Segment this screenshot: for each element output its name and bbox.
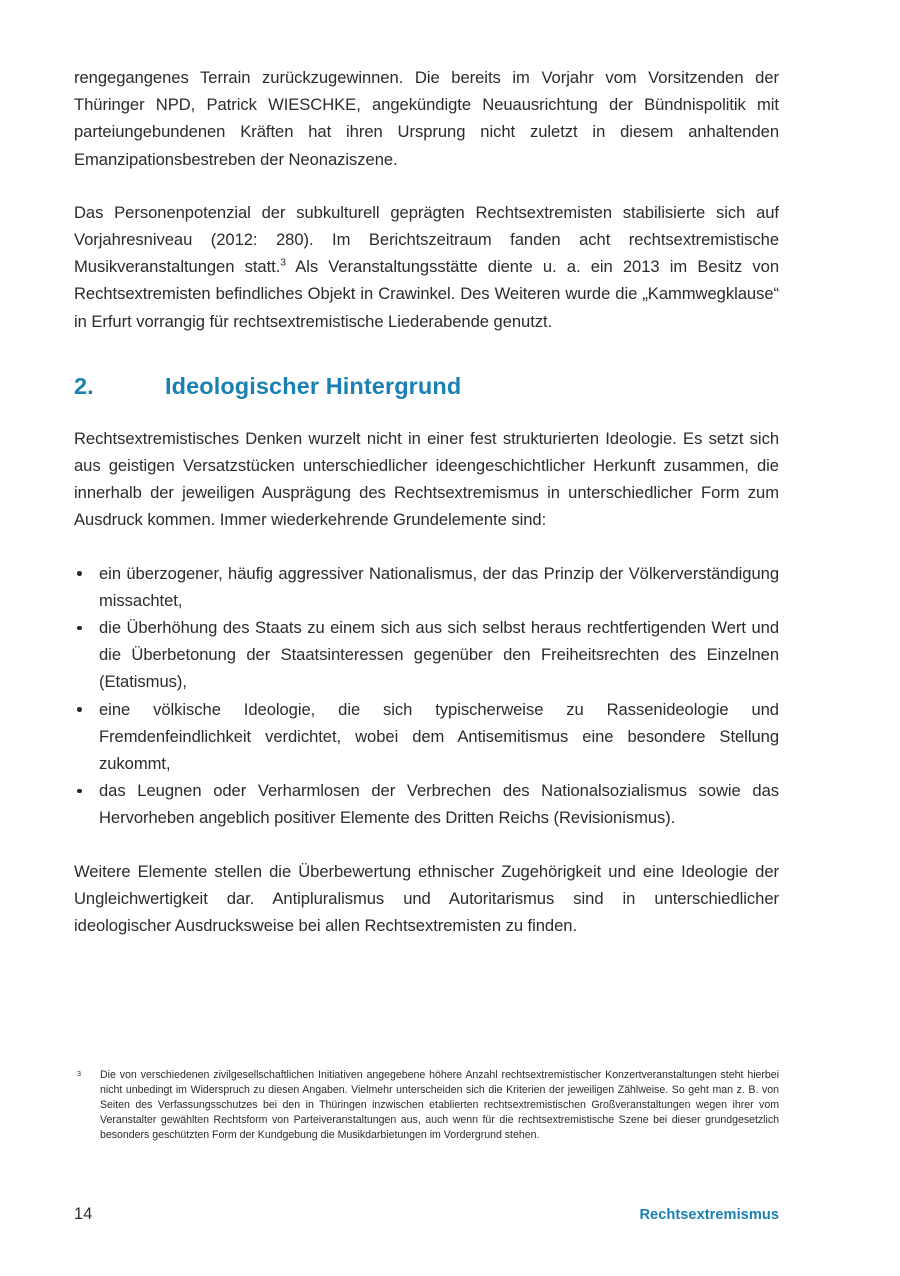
footnote-marker: 3	[77, 1069, 81, 1078]
list-item	[74, 777, 779, 831]
grundelemente-list	[74, 560, 779, 832]
footer-section-label: Rechtsextremismus	[639, 1207, 779, 1223]
bullet-icon	[77, 707, 82, 712]
list-item	[74, 614, 779, 696]
page-number: 14	[74, 1205, 93, 1223]
paragraph-personenpotenzial	[74, 199, 779, 335]
bullet-icon	[77, 789, 82, 794]
list-item-text: die Überhöhung des Staats zu einem sich aus sich selbst heraus rechtfertigenden Wert und die Überbetonung der Staatsinteressen gegenüber den Freiheitsrechten des Einzelnen (Etatismus),	[99, 618, 779, 692]
main-text-column	[74, 64, 779, 939]
bullet-icon	[77, 626, 82, 631]
footnote-text: Die von verschiedenen zivilgesellschaftlichen Initiativen angegebene höhere Anzahl rechtsextremistischer Konzertveranstaltungen steht hierbei nicht unbedingt im Widerspruch zu diesen Angaben. Vielmehr unterscheiden sich die Kriterien der jeweiligen Zählweise. So geht man z. B. von Seiten des Verfassungsschutzes bei den in Thüringen inzwischen etablierten rechtsextremistischen Großveranstaltungen wegen ihrer vom Veranstalter gewählten Rechtsform von Parteiveranstaltungen aus, auch wenn für die rechtsextremistische Szene bei dieser grundgesetzlich besonders geschützten Form der Kundgebung die Musikdarbietungen im Vordergrund stehen.	[100, 1069, 779, 1142]
paragraph-text-part-a: Das Personenpotenzial der subkulturell geprägten Rechtsextremisten stabilisierte sich auf Vorjahresniveau (2012: 280). Im Berichtszeitraum fanden acht rechtsextremistische Musikveranstaltungen statt.	[74, 202, 779, 277]
page-footer	[74, 1204, 779, 1225]
list-item	[74, 696, 779, 778]
list-item	[74, 560, 779, 614]
section-heading	[74, 371, 779, 401]
footnote-reference-3[interactable]: 3	[280, 257, 286, 269]
section-title: Ideologischer Hintergrund	[165, 372, 462, 399]
paragraph-text-part-b: Als Veranstaltungsstätte diente u. a. ein 2013 im Besitz von Rechtsextremisten befindliches Objekt in Crawinkel. Des Weiteren wurde die „Kammwegklause“ in Erfurt vorrangig für rechtsextremistische Liederabende genutzt.	[74, 257, 779, 331]
list-item-text: eine völkische Ideologie, die sich typischerweise zu Rassenideologie und Fremdenfeindlichkeit verdichtet, wobei dem Antisemitismus eine besondere Stellung zukommt,	[99, 699, 779, 774]
section-number: 2.	[74, 372, 94, 399]
list-item-text: ein überzogener, häufig aggressiver Nationalismus, der das Prinzip der Völkerverständigung missachtet,	[99, 563, 779, 610]
footnote-area	[74, 1068, 779, 1143]
bullet-icon	[77, 571, 82, 576]
list-item-text: das Leugnen oder Verharmlosen der Verbrechen des Nationalsozialismus sowie das Hervorheben angeblich positiver Elemente des Dritten Reichs (Revisionismus).	[99, 781, 779, 828]
paragraph-weitere-elemente: Weitere Elemente stellen die Überbewertung ethnischer Zugehörigkeit und eine Ideologie der Ungleichwertigkeit dar. Antipluralismus und Autoritarismus sind in unterschiedlicher ideologischer Ausdrucksweise bei allen Rechtsextremisten zu finden.	[74, 861, 779, 936]
paragraph-continued-text: rengegangenes Terrain zurückzugewinnen. Die bereits im Vorjahr vom Vorsitzenden der Thüringer NPD, Patrick WIESCHKE, angekündigte Neuausrichtung der Bündnispolitik mit parteiungebundenen Kräften hat ihren Ursprung nicht zuletzt in diesem anhaltenden Emanzipationsbestreben der Neonaziszene.	[74, 68, 779, 169]
paragraph-ideologie-intro: Rechtsextremistisches Denken wurzelt nicht in einer fest strukturierten Ideologie. Es setzt sich aus geistigen Versatzstücken unterschiedlicher ideengeschichtlicher Herkunft zusammen, die innerhalb der jeweiligen Ausprägung des Rechtsextremismus in unterschiedlicher Form zum Ausdruck kommen. Immer wiederkehrende Grundelemente sind:	[74, 428, 779, 530]
footnote-entry	[74, 1068, 779, 1143]
